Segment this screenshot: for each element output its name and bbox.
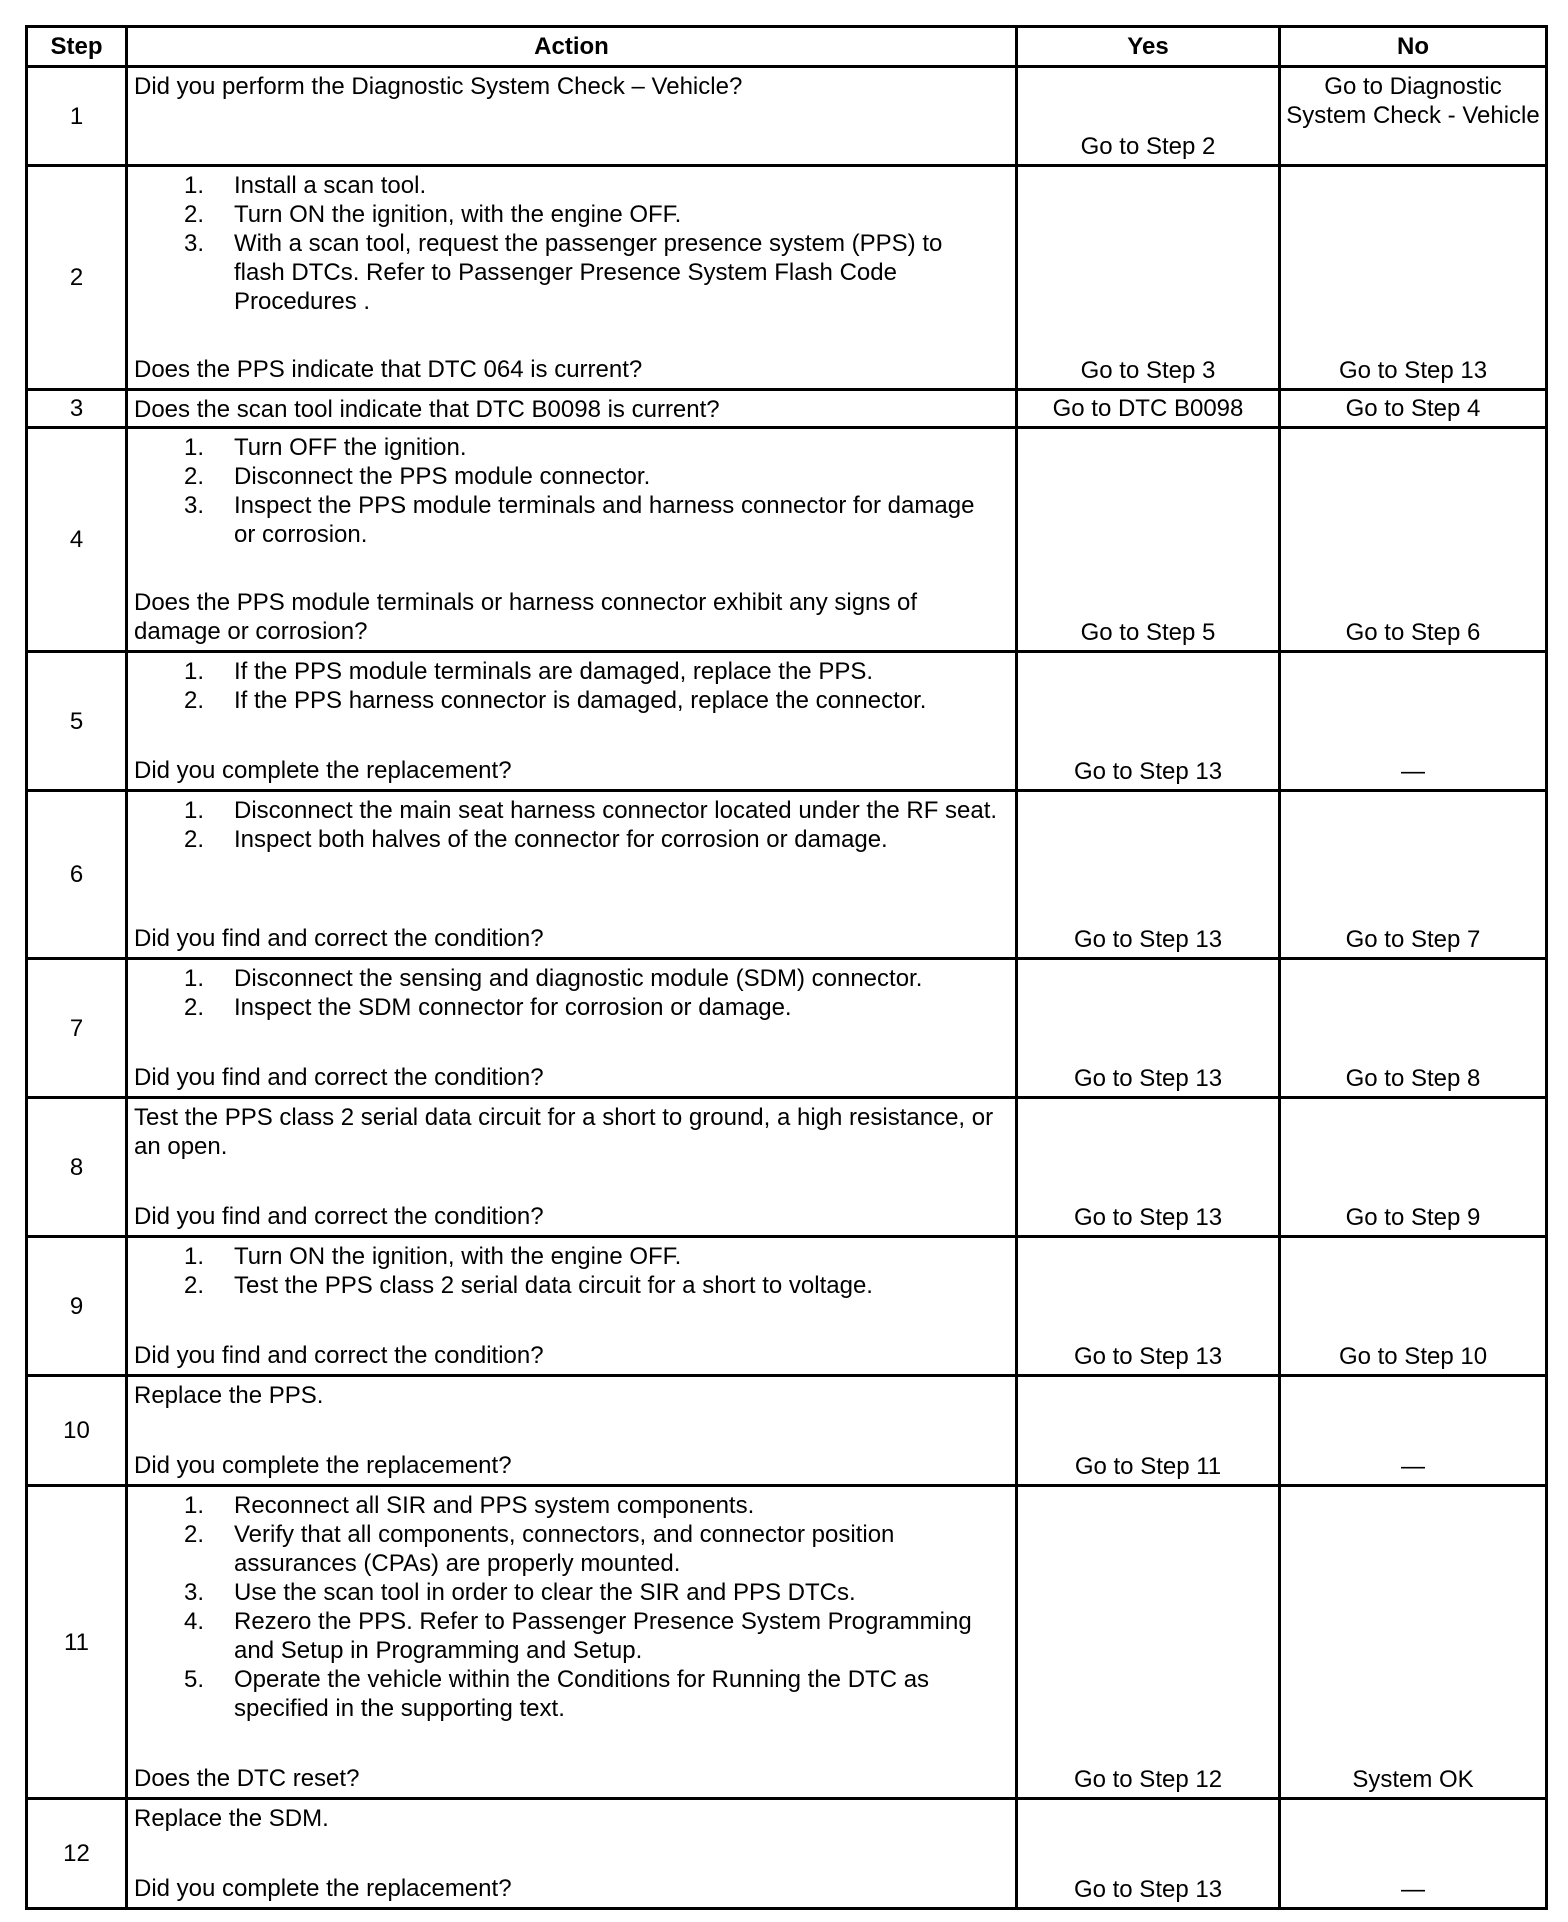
list-item-number: 2. xyxy=(184,1521,205,1548)
list-item-number: 1. xyxy=(184,434,205,461)
no-result: Go to Step 13 xyxy=(1280,166,1547,390)
yes-result: Go to Step 5 xyxy=(1017,428,1280,652)
action-intro: Did you perform the Diagnostic System Check – Vehicle? xyxy=(134,73,743,100)
yes-result: Go to Step 13 xyxy=(1017,1237,1280,1376)
list-item xyxy=(134,462,1009,491)
list-item-text: Rezero the PPS. Refer to Passenger Presence System Programming and Setup in Programming and Setup. xyxy=(234,1608,972,1664)
list-item-number: 5. xyxy=(184,1666,205,1693)
list-item-text: If the PPS module terminals are damaged, replace the PPS. xyxy=(234,658,874,685)
action-steps-list xyxy=(134,1242,1009,1300)
yes-result: Go to Step 3 xyxy=(1017,166,1280,390)
list-item-number: 2. xyxy=(184,826,205,853)
action-body xyxy=(134,433,1009,549)
list-item xyxy=(134,1242,1009,1271)
list-item-text: Turn ON the ignition, with the engine OFF. xyxy=(234,201,682,228)
table-row xyxy=(27,1098,1547,1237)
list-item xyxy=(134,1520,1009,1578)
list-item-number: 2. xyxy=(184,994,205,1021)
table-row xyxy=(27,428,1547,652)
list-item-text: Inspect the SDM connector for corrosion or damage. xyxy=(234,994,792,1021)
list-item xyxy=(134,1607,1009,1665)
yes-result: Go to Step 13 xyxy=(1017,1799,1280,1909)
list-item-text: Disconnect the PPS module connector. xyxy=(234,463,651,490)
action-body xyxy=(134,1242,1009,1300)
list-item-text: Verify that all components, connectors, and connector position assurances (CPAs) are properly mounted. xyxy=(234,1521,895,1577)
no-result: Go to Step 9 xyxy=(1280,1098,1547,1237)
no-result: Go to Diagnostic System Check - Vehicle xyxy=(1280,67,1547,166)
list-item-number: 3. xyxy=(184,492,205,519)
list-item-text: Inspect both halves of the connector for corrosion or damage. xyxy=(234,826,888,853)
table-row xyxy=(27,1237,1547,1376)
list-item-number: 2. xyxy=(184,463,205,490)
action-body xyxy=(134,796,1009,854)
list-item-text: Turn ON the ignition, with the engine OFF. xyxy=(234,1243,682,1270)
table-row xyxy=(27,791,1547,959)
list-item-text: Turn OFF the ignition. xyxy=(234,434,467,461)
list-item-text: Disconnect the sensing and diagnostic module (SDM) connector. xyxy=(234,965,923,992)
list-item-number: 1. xyxy=(184,797,205,824)
action-steps-list xyxy=(134,1491,1009,1723)
action-cell xyxy=(127,652,1017,791)
action-intro: Replace the PPS. xyxy=(134,1382,324,1409)
yes-result: Go to Step 11 xyxy=(1017,1376,1280,1486)
action-cell xyxy=(127,959,1017,1098)
action-question: Did you find and correct the condition? xyxy=(134,1064,544,1091)
action-cell xyxy=(127,791,1017,959)
action-cell xyxy=(127,1799,1017,1909)
table-body xyxy=(27,67,1547,1909)
action-steps-list xyxy=(134,796,1009,854)
table-row xyxy=(27,1486,1547,1799)
step-number: 7 xyxy=(27,959,127,1098)
no-result: Go to Step 7 xyxy=(1280,791,1547,959)
list-item-number: 2. xyxy=(184,1272,205,1299)
list-item xyxy=(134,825,1009,854)
table-row xyxy=(27,652,1547,791)
action-steps-list xyxy=(134,171,1009,316)
no-result: Go to Step 10 xyxy=(1280,1237,1547,1376)
action-cell xyxy=(127,390,1017,428)
list-item xyxy=(134,686,1009,715)
action-body xyxy=(134,657,1009,715)
table-row xyxy=(27,390,1547,428)
header-step: Step xyxy=(27,27,127,67)
header-action: Action xyxy=(127,27,1017,67)
action-question: Did you complete the replacement? xyxy=(134,1875,512,1902)
yes-result: Go to Step 13 xyxy=(1017,959,1280,1098)
action-body xyxy=(134,1804,1009,1833)
action-body xyxy=(134,72,1009,101)
no-result: Go to Step 6 xyxy=(1280,428,1547,652)
action-steps-list xyxy=(134,964,1009,1022)
list-item-text: Inspect the PPS module terminals and harness connector for damage or corrosion. xyxy=(234,492,975,548)
action-cell xyxy=(127,1098,1017,1237)
list-item xyxy=(134,796,1009,825)
no-result: Go to Step 8 xyxy=(1280,959,1547,1098)
action-body xyxy=(134,964,1009,1022)
header-row xyxy=(27,27,1547,67)
list-item-number: 1. xyxy=(184,1492,205,1519)
action-question: Did you complete the replacement? xyxy=(134,757,512,784)
action-question: Does the PPS module terminals or harness connector exhibit any signs of damage or corrosion? xyxy=(134,589,918,645)
action-cell xyxy=(127,1486,1017,1799)
action-intro: Replace the SDM. xyxy=(134,1805,329,1832)
action-body xyxy=(134,1491,1009,1723)
action-cell xyxy=(127,428,1017,652)
list-item-text: If the PPS harness connector is damaged, replace the connector. xyxy=(234,687,927,714)
list-item xyxy=(134,1491,1009,1520)
action-question: Does the scan tool indicate that DTC B0098 is current? xyxy=(134,396,720,423)
step-number: 9 xyxy=(27,1237,127,1376)
no-result: — xyxy=(1280,1799,1547,1909)
no-result: System OK xyxy=(1280,1486,1547,1799)
list-item-number: 1. xyxy=(184,172,205,199)
list-item-text: Install a scan tool. xyxy=(234,172,427,199)
no-result: — xyxy=(1280,652,1547,791)
yes-result: Go to Step 13 xyxy=(1017,652,1280,791)
step-number: 4 xyxy=(27,428,127,652)
no-result: — xyxy=(1280,1376,1547,1486)
yes-result: Go to DTC B0098 xyxy=(1017,390,1280,428)
action-body xyxy=(134,171,1009,316)
action-cell xyxy=(127,67,1017,166)
step-number: 6 xyxy=(27,791,127,959)
list-item-number: 4. xyxy=(184,1608,205,1635)
action-steps-list xyxy=(134,657,1009,715)
table-row xyxy=(27,1376,1547,1486)
list-item-text: Use the scan tool in order to clear the SIR and PPS DTCs. xyxy=(234,1579,856,1606)
action-body xyxy=(134,1103,1009,1161)
list-item xyxy=(134,433,1009,462)
step-number: 12 xyxy=(27,1799,127,1909)
list-item xyxy=(134,964,1009,993)
step-number: 10 xyxy=(27,1376,127,1486)
header-yes: Yes xyxy=(1017,27,1280,67)
list-item-number: 1. xyxy=(184,965,205,992)
step-number: 2 xyxy=(27,166,127,390)
action-question: Does the PPS indicate that DTC 064 is current? xyxy=(134,356,643,383)
table-row xyxy=(27,959,1547,1098)
no-result: Go to Step 4 xyxy=(1280,390,1547,428)
step-number: 8 xyxy=(27,1098,127,1237)
list-item-number: 2. xyxy=(184,201,205,228)
action-question: Did you find and correct the condition? xyxy=(134,925,544,952)
yes-result: Go to Step 12 xyxy=(1017,1486,1280,1799)
list-item-text: Disconnect the main seat harness connector located under the RF seat. xyxy=(234,797,998,824)
table-row xyxy=(27,166,1547,390)
step-number: 11 xyxy=(27,1486,127,1799)
action-question: Did you find and correct the condition? xyxy=(134,1342,544,1369)
list-item-number: 1. xyxy=(184,1243,205,1270)
list-item-text: Reconnect all SIR and PPS system components. xyxy=(234,1492,755,1519)
list-item-number: 3. xyxy=(184,1579,205,1606)
yes-result: Go to Step 13 xyxy=(1017,791,1280,959)
action-cell xyxy=(127,1237,1017,1376)
action-body xyxy=(134,1381,1009,1410)
step-number: 3 xyxy=(27,390,127,428)
action-steps-list xyxy=(134,433,1009,549)
list-item-text: Operate the vehicle within the Conditions for Running the DTC as specified in the supporting text. xyxy=(234,1666,930,1722)
list-item xyxy=(134,491,1009,549)
action-question: Did you complete the replacement? xyxy=(134,1452,512,1479)
list-item xyxy=(134,1665,1009,1723)
list-item xyxy=(134,1578,1009,1607)
list-item xyxy=(134,993,1009,1022)
list-item-text: With a scan tool, request the passenger presence system (PPS) to flash DTCs. Refer to Passenger Presence System Flash Code Procedures . xyxy=(234,230,943,315)
header-no: No xyxy=(1280,27,1547,67)
list-item-number: 2. xyxy=(184,687,205,714)
table-row xyxy=(27,67,1547,166)
list-item xyxy=(134,657,1009,686)
action-question: Did you find and correct the condition? xyxy=(134,1203,544,1230)
step-number: 5 xyxy=(27,652,127,791)
list-item xyxy=(134,1271,1009,1300)
action-question: Does the DTC reset? xyxy=(134,1765,360,1792)
yes-result: Go to Step 2 xyxy=(1017,67,1280,166)
step-number: 1 xyxy=(27,67,127,166)
list-item xyxy=(134,171,1009,200)
table-row xyxy=(27,1799,1547,1909)
list-item-number: 3. xyxy=(184,230,205,257)
list-item xyxy=(134,229,1009,316)
diagnostic-table xyxy=(25,25,1548,1910)
action-intro: Test the PPS class 2 serial data circuit for a short to ground, a high resistance, or an open. xyxy=(134,1104,994,1160)
list-item xyxy=(134,200,1009,229)
list-item-number: 1. xyxy=(184,658,205,685)
action-cell xyxy=(127,1376,1017,1486)
yes-result: Go to Step 13 xyxy=(1017,1098,1280,1237)
action-cell xyxy=(127,166,1017,390)
list-item-text: Test the PPS class 2 serial data circuit for a short to voltage. xyxy=(234,1272,873,1299)
